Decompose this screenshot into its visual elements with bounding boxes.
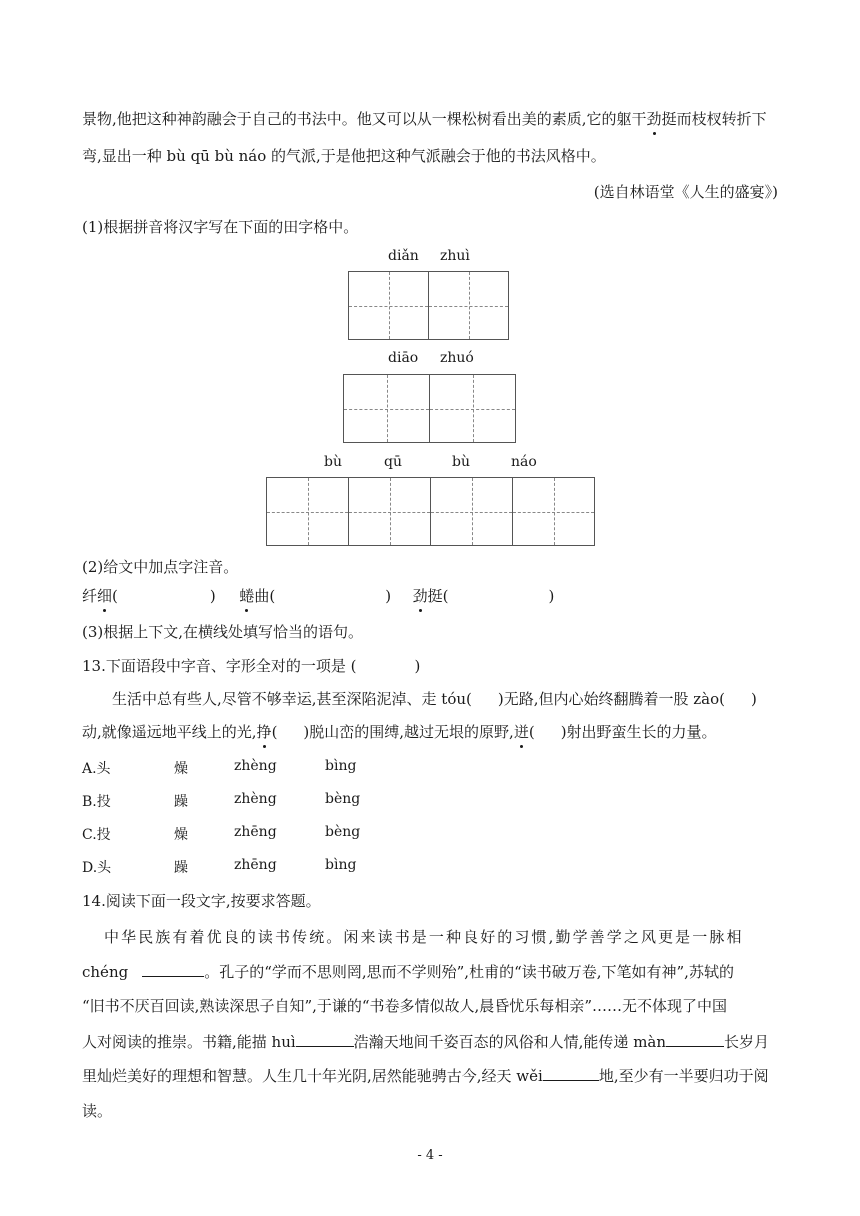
q14-line-4 xyxy=(82,1031,769,1052)
q12-sub2: (2)给文中加点字注音。 xyxy=(82,558,239,576)
passage-text: 浩瀚天地间千姿百态的风俗和人情,能传递 màn xyxy=(353,1033,667,1051)
q13-para-line-1 xyxy=(112,688,757,709)
passage-text: 人对阅读的推崇。书籍,能描 huì xyxy=(82,1033,296,1051)
paren-close: ) xyxy=(209,587,216,605)
grid1-pinyin-2: zhuì xyxy=(440,248,470,264)
dotted-char: 细 xyxy=(97,587,113,605)
option-value: 燥 xyxy=(174,827,188,843)
dotted-char: 挣 xyxy=(256,723,272,741)
question-text: ) xyxy=(751,690,757,708)
q14-line-6: 读。 xyxy=(82,1102,113,1120)
question-text: ( xyxy=(528,723,535,741)
passage-text: 挺而枝杈转折下 xyxy=(661,110,767,128)
writing-cell[interactable] xyxy=(344,375,430,443)
q14-stem: 14.阅读下面一段文字,按要求答题。 xyxy=(82,892,321,910)
option-value: bèng xyxy=(325,791,361,807)
question-text: )无路,但内心始终翻腾着一股 zào( xyxy=(497,690,726,708)
fill-blank[interactable] xyxy=(142,962,204,977)
page-number: - 4 - xyxy=(417,1148,443,1163)
pinyin-answer-row xyxy=(82,585,554,606)
grid3-pinyin-4: náo xyxy=(511,454,537,470)
passage-text: 景物,他把这种神韵融会于自己的书法中。他又可以从一棵松树看出美的素质,它的躯干 xyxy=(82,110,647,128)
option-value: zhēng xyxy=(234,824,277,840)
paren-close: ) xyxy=(414,657,421,675)
passage-text: 里灿烂美好的理想和智慧。人生几十年光阴,居然能驰骋古今,经天 wěi xyxy=(82,1067,543,1085)
writing-cell[interactable] xyxy=(430,375,516,443)
q13-para-line-2 xyxy=(82,721,717,742)
option-value: zhèng xyxy=(234,758,277,774)
writing-cell[interactable] xyxy=(267,478,349,546)
q14-line-1: 中华民族有着优良的读书传统。闲来读书是一种良好的习惯,勤学善学之风更是一脉相 xyxy=(104,928,744,946)
q14-line-5 xyxy=(82,1065,769,1086)
option-value: bìng xyxy=(325,758,357,774)
option-value: 躁 xyxy=(174,860,188,876)
grid3-pinyin-2: qū xyxy=(384,454,402,470)
passage-text: 地,至少有一半要归功于阅 xyxy=(598,1067,769,1085)
paren-close: ) xyxy=(548,587,555,605)
passage-line-2: 弯,显出一种 bù qū bù náo 的气派,于是他把这种气派融会于他的书法风格中。 xyxy=(82,147,606,165)
passage-text: 长岁月 xyxy=(724,1033,770,1051)
option-label: B.投 xyxy=(82,794,111,810)
dotted-char: 劲 xyxy=(412,587,428,605)
option-value: bìng xyxy=(325,857,357,873)
question-text: )脱山峦的围缚,越过无垠的原野, xyxy=(303,723,514,741)
fill-blank[interactable] xyxy=(296,1032,354,1047)
question-text: 动,就像遥远地平线上的光, xyxy=(82,723,257,741)
fill-blank[interactable] xyxy=(666,1032,724,1047)
grid3-pinyin-3: bù xyxy=(452,454,470,470)
question-text: 生活中总有些人,尽管不够幸运,甚至深陷泥淖、走 tóu( xyxy=(112,690,472,708)
q14-line-3: “旧书不厌百回读,熟读深思子自知”,于谦的“书卷多情似故人,晨昏忧乐每相亲”……无不体现了中国 xyxy=(82,997,727,1015)
paren-close: ) xyxy=(385,587,392,605)
grid1-pinyin-1: diǎn xyxy=(388,248,419,264)
word-char: ( xyxy=(112,587,118,605)
fill-blank[interactable] xyxy=(543,1066,599,1081)
word-char: 挺( xyxy=(427,587,449,605)
q14-line-2 xyxy=(82,961,734,982)
writing-cell[interactable] xyxy=(431,478,513,546)
passage-line-1 xyxy=(82,108,767,129)
word-char: 曲( xyxy=(254,587,276,605)
tianzige-grid-2 xyxy=(343,374,516,443)
question-text: )射出野蛮生长的力量。 xyxy=(560,723,717,741)
tianzige-grid-3 xyxy=(266,477,595,546)
dotted-char: 蜷 xyxy=(239,587,255,605)
writing-cell[interactable] xyxy=(429,272,509,340)
option-value: zhēng xyxy=(234,857,277,873)
dotted-char: 劲 xyxy=(646,110,662,128)
pinyin-text: chéng xyxy=(82,963,129,981)
q13-stem xyxy=(82,655,420,676)
question-text: ( xyxy=(271,723,278,741)
word-char: 纤 xyxy=(82,587,98,605)
option-value: 燥 xyxy=(174,761,188,777)
dotted-char: 迸 xyxy=(513,723,529,741)
writing-cell[interactable] xyxy=(349,272,429,340)
option-value: bèng xyxy=(325,824,361,840)
grid3-pinyin-1: bù xyxy=(324,454,342,470)
question-text: 13.下面语段中字音、字形全对的一项是 ( xyxy=(82,657,357,675)
q12-sub1: (1)根据拼音将汉字写在下面的田字格中。 xyxy=(82,218,359,236)
option-label: A.头 xyxy=(82,761,111,777)
passage-source: (选自林语堂《人生的盛宴》) xyxy=(593,183,778,201)
tianzige-grid-1 xyxy=(348,271,509,340)
writing-cell[interactable] xyxy=(349,478,431,546)
option-value: zhèng xyxy=(234,791,277,807)
passage-text: 。孔子的“学而不思则罔,思而不学则殆”,杜甫的“读书破万卷,下笔如有神”,苏轼的 xyxy=(204,963,734,981)
option-label: C.投 xyxy=(82,827,111,843)
writing-cell[interactable] xyxy=(513,478,595,546)
option-label: D.头 xyxy=(82,860,112,876)
grid2-pinyin-1: diāo xyxy=(388,350,419,366)
option-value: 躁 xyxy=(174,794,188,810)
q12-sub3: (3)根据上下文,在横线处填写恰当的语句。 xyxy=(82,623,364,641)
grid2-pinyin-2: zhuó xyxy=(440,350,474,366)
